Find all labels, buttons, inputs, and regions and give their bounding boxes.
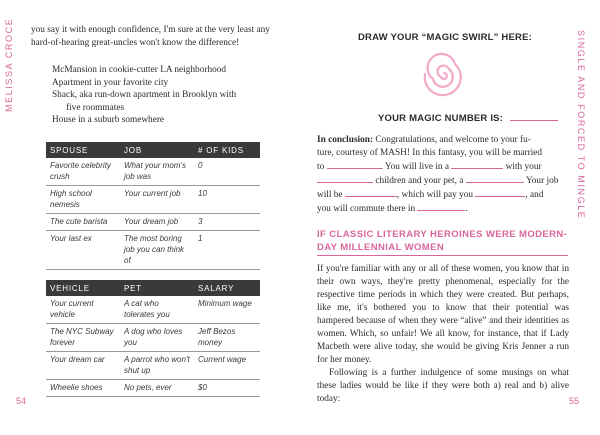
list-item: McMansion in cookie-cutter LA neighborhood <box>52 65 227 75</box>
page-number-left: 54 <box>16 396 27 406</box>
table-cell: 1 <box>194 231 260 270</box>
intro-paragraph: you say it with enough confidence, I'm sure at the very least any hard-of-hearing great-uncles won't know the difference! <box>31 25 270 48</box>
column-header: SPOUSE <box>46 142 120 158</box>
magic-swirl-icon <box>416 48 472 104</box>
table-cell: Current wage <box>194 352 260 380</box>
column-header: PET <box>120 280 194 296</box>
conclusion-lead: In conclusion: <box>317 135 374 145</box>
body-paragraph-2: Following is a further indulgence of some musings on what these ladies would be like if they were both a) real and b) alive today: <box>317 368 569 404</box>
table-cell: Your dream car <box>46 352 120 380</box>
fill-blank <box>317 174 373 183</box>
column-header: JOB <box>120 142 194 158</box>
table-cell: $0 <box>194 380 260 397</box>
table-cell: Your current vehicle <box>46 296 120 324</box>
table-row <box>46 214 260 231</box>
table-cell: What your mom's job was <box>120 158 194 186</box>
mash-list <box>52 64 236 127</box>
table-row <box>46 158 260 186</box>
draw-swirl-title: DRAW YOUR “MAGIC SWIRL” HERE: <box>358 32 532 43</box>
table-cell: A parrot who won't shut up <box>120 352 194 380</box>
table-cell: No pets, ever <box>120 380 194 397</box>
table-cell: The cute barista <box>46 214 120 231</box>
conclusion-paragraph: In conclusion: Congratulations, and welcome to your fu- ture, courtesy of MASH! In this fantasy, you will be married to . You will live in a with your children and your pet, a . Your job will be , which will pay you , and you will commute there in . <box>317 135 559 214</box>
table-header-row <box>46 280 260 296</box>
table-cell: Favorite celebrity crush <box>46 158 120 186</box>
table-row <box>46 186 260 214</box>
fill-blank <box>417 202 465 211</box>
table-cell: 3 <box>194 214 260 231</box>
left-running-head: MELISSA CROCE <box>4 17 14 112</box>
page-number-right: 55 <box>569 396 580 406</box>
table-cell: Your last ex <box>46 231 120 270</box>
table-cell: Your current job <box>120 186 194 214</box>
table-cell: Wheelie shoes <box>46 380 120 397</box>
column-header: # OF KIDS <box>194 142 260 158</box>
section-divider <box>317 255 568 256</box>
table-header-row <box>46 142 260 158</box>
fill-blank <box>475 188 525 197</box>
fill-blank <box>451 160 503 169</box>
table-cell: Your dream job <box>120 214 194 231</box>
table-row <box>46 296 260 324</box>
table-cell: A dog who loves you <box>120 324 194 352</box>
table-row <box>46 352 260 380</box>
fill-blank <box>345 188 397 197</box>
table-cell: 10 <box>194 186 260 214</box>
table-row <box>46 324 260 352</box>
table-row <box>46 231 260 270</box>
magic-number-row <box>378 112 558 124</box>
section-heading: IF CLASSIC LITERARY HEROINES WERE MODERN-DAY MILLENNIAL WOMEN <box>317 229 568 253</box>
list-item: Apartment in your favorite city <box>52 77 169 88</box>
table-cell: Jeff Bezos money <box>194 324 260 352</box>
column-header: SALARY <box>194 280 260 296</box>
table-row <box>46 380 260 397</box>
table-cell: The NYC Subway forever <box>46 324 120 352</box>
mash-table-vehicle-pet-salary <box>46 280 260 397</box>
magic-number-label: YOUR MAGIC NUMBER IS: <box>378 113 504 124</box>
list-item: House in a suburb somewhere <box>52 115 165 125</box>
fill-blank <box>327 160 381 169</box>
table-cell: A cat who tolerates you <box>120 296 194 324</box>
table-cell: 0 <box>194 158 260 186</box>
body-paragraph: If you're familiar with any or all of these women, you know that in their own ways, they're pretty phenomenal, especially for the respective time periods in which they were created. But perhaps, like me, it's bothered you to know that their potential was hampered because of when they were “alive” and their identities as women. Which, so unfair! We all know, for instance, that if Lady Macbeth were alive today, she would be giving Kris Jenner a run for her money. <box>317 264 569 365</box>
table-cell: The most boring job you can think of <box>120 231 194 270</box>
fill-blank <box>466 174 522 183</box>
table-cell: Minimum wage <box>194 296 260 324</box>
mash-table-spouse-job-kids <box>46 142 260 270</box>
magic-number-blank <box>510 112 558 121</box>
list-item: Shack, aka run-down apartment in Brooklyn with <box>52 90 237 100</box>
table-cell: High school nemesis <box>46 186 120 214</box>
column-header: VEHICLE <box>46 280 120 296</box>
right-running-head: SINGLE AND FORCED TO MINGLE <box>576 30 586 220</box>
list-item: five roommates <box>66 102 125 113</box>
